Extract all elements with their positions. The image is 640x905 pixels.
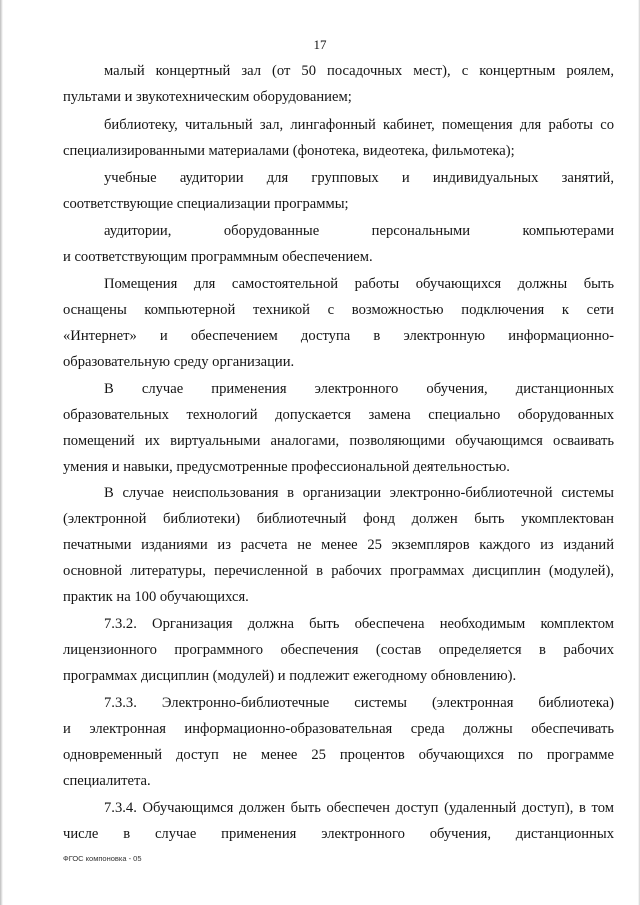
scan-edge-left — [0, 0, 3, 905]
text-line: библиотеку, читальный зал, лингафонный кабинет, помещения для работы со — [104, 117, 614, 133]
text-line: практик на 100 обучающихся. — [63, 589, 249, 605]
text-line: В случае неиспользования в организации электронно-библиотечной системы — [104, 485, 614, 501]
text-line: одновременный доступ не менее 25 процентов обучающихся по программе — [63, 747, 614, 763]
page-number: 17 — [313, 37, 327, 52]
text-line: программах дисциплин (модулей) и подлежит ежегодному обновлению). — [63, 668, 517, 684]
text-line: 7.3.4. Обучающимся должен быть обеспечен доступ (удаленный доступ), в том — [104, 800, 614, 816]
text-line: лицензионного программного обеспечения (состав определяется в рабочих — [63, 642, 614, 658]
text-line: и электронная информационно-образовательная среда должны обеспечивать — [63, 721, 614, 737]
footer-text: ФГОС компоновка - 05 — [63, 854, 142, 863]
text-line: умения и навыки, предусмотренные профессиональной деятельностью. — [63, 459, 510, 475]
text-line: помещений их виртуальными аналогами, позволяющими обучающимся осваивать — [63, 433, 614, 449]
text-line: числе в случае применения электронного обучения, дистанционных — [63, 826, 614, 842]
text-line: пультами и звукотехническим оборудованием; — [63, 89, 352, 105]
text-line: В случае применения электронного обучения, дистанционных — [104, 381, 614, 397]
text-line: Помещения для самостоятельной работы обучающихся должны быть — [104, 276, 614, 292]
text-line: «Интернет» и обеспечением доступа в электронную информационно- — [63, 328, 614, 344]
text-line: печатными изданиями из расчета не менее 25 экземпляров каждого из изданий — [63, 537, 614, 553]
text-line: оснащены компьютерной техникой с возможностью подключения к сети — [63, 302, 614, 318]
text-line: и соответствующим программным обеспечением. — [63, 249, 373, 265]
text-line: аудитории, оборудованные персональными компьютерами — [104, 223, 614, 239]
text-line: 7.3.3. Электронно-библиотечные системы (электронная библиотека) — [104, 695, 614, 711]
text-line: (электронной библиотеки) библиотечный фонд должен быть укомплектован — [63, 511, 614, 527]
text-line: соответствующие специализации программы; — [63, 196, 349, 212]
text-line: 7.3.2. Организация должна быть обеспечена необходимым комплектом — [104, 616, 614, 632]
text-line: учебные аудитории для групповых и индивидуальных занятий, — [104, 170, 614, 186]
text-line: основной литературы, перечисленной в рабочих программах дисциплин (модулей), — [63, 563, 614, 579]
text-line: образовательную среду организации. — [63, 354, 295, 370]
text-line: специализированными материалами (фонотека, видеотека, фильмотека); — [63, 143, 515, 159]
text-line: специалитета. — [63, 773, 151, 789]
text-line: образовательных технологий допускается замена специально оборудованных — [63, 407, 614, 423]
text-line: малый концертный зал (от 50 посадочных мест), с концертным роялем, — [104, 63, 614, 79]
